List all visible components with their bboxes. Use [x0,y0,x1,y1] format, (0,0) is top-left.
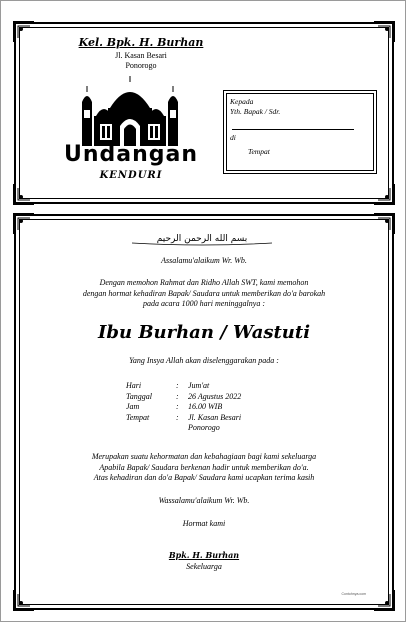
detail-label: Tanggal [126,391,152,401]
opening-greeting: Assalamu'alaikum Wr. Wb. [161,256,247,265]
detail-separator [176,423,188,434]
detail-value: Jum'at [188,381,210,390]
invitation-title: Undangan [63,142,199,167]
recipient-label: Yth. Bapak / Sdr. [230,107,281,116]
detail-value: Ponorogo [188,423,220,432]
intro-line: pada acara 1000 hari meninggalnya : [143,299,265,308]
detail-row-place-cont [126,423,308,434]
corner-ornament-icon [373,21,395,43]
basmalah-text: بسم الله الرحمن الرحيم [156,234,248,244]
closing-paragraph [16,452,392,484]
corner-ornament-icon [13,21,35,43]
detail-label: Hari [126,381,142,390]
corner-ornament-icon [13,589,35,611]
detail-label: Jam [126,402,140,411]
closing-line: Atas kehadiran dan do'a Bapak/ Saudara kami ucapkan terima kasih [93,473,315,482]
recipient-name-line [232,129,354,130]
invitation-body-card [14,214,394,610]
detail-separator: : [176,402,179,411]
closing-line: Merupakan suatu kehormatan dan kebahagiaan bagi kami sekeluarga [91,452,317,461]
detail-row-place [126,413,308,424]
to-label: Kepada [230,97,254,106]
detail-separator: : [176,381,179,390]
basmalah-calligraphy [132,230,272,246]
at-label: di [230,133,236,142]
signer-name: Bpk. H. Burhan [168,550,240,560]
closing-greeting: Wassalamu'alaikum Wr. Wb. [158,496,250,505]
mosque-icon [80,74,180,146]
intro-line: Dengan memohon Rahmat dan Ridho Allah SWT, kami memohon [99,278,309,287]
invitation-cover-card [14,22,394,204]
detail-label: Tempat [126,412,150,422]
corner-ornament-icon [13,213,35,235]
invitation-subtitle: KENDURI [99,170,163,181]
schedule-lead-in: Yang Insya Allah akan diselenggarakan pada : [129,356,279,365]
intro-paragraph [16,278,392,310]
detail-separator: : [176,391,179,401]
recipient-address-box [223,90,377,174]
sender-address-line2: Ponorogo [125,61,157,70]
intro-line: dengan hormat kehadiran Bapak/ Saudara untuk memberikan do'a barokah [82,288,326,298]
sender-address-line1: Jl. Kasan Besari [115,51,167,60]
family-name: Kel. Bpk. H. Burhan [78,36,204,49]
honoree-name: Ibu Burhan / Wastuti [97,322,311,343]
detail-separator: : [176,412,179,422]
closing-line: Apabila Bapak/ Saudara berkenan hadir untuk memberikan do'a. [99,462,309,472]
regards-text: Hormat kami [182,519,226,528]
detail-row-day [126,381,308,392]
detail-row-time [126,402,308,413]
corner-ornament-icon [373,183,395,205]
place-label: Tempat [248,147,270,156]
detail-row-date [126,392,308,403]
corner-ornament-icon [373,589,395,611]
detail-label [126,423,176,434]
corner-ornament-icon [13,183,35,205]
footer-credit: Contohnya.com [341,592,366,596]
detail-value: 16.00 WIB [188,402,223,411]
detail-value: 26 Agustus 2022 [188,391,242,401]
corner-ornament-icon [373,213,395,235]
event-details [126,381,308,434]
signer-subtitle: Sekeluarga [186,562,222,571]
detail-value: Jl. Kasan Besari [188,412,242,422]
